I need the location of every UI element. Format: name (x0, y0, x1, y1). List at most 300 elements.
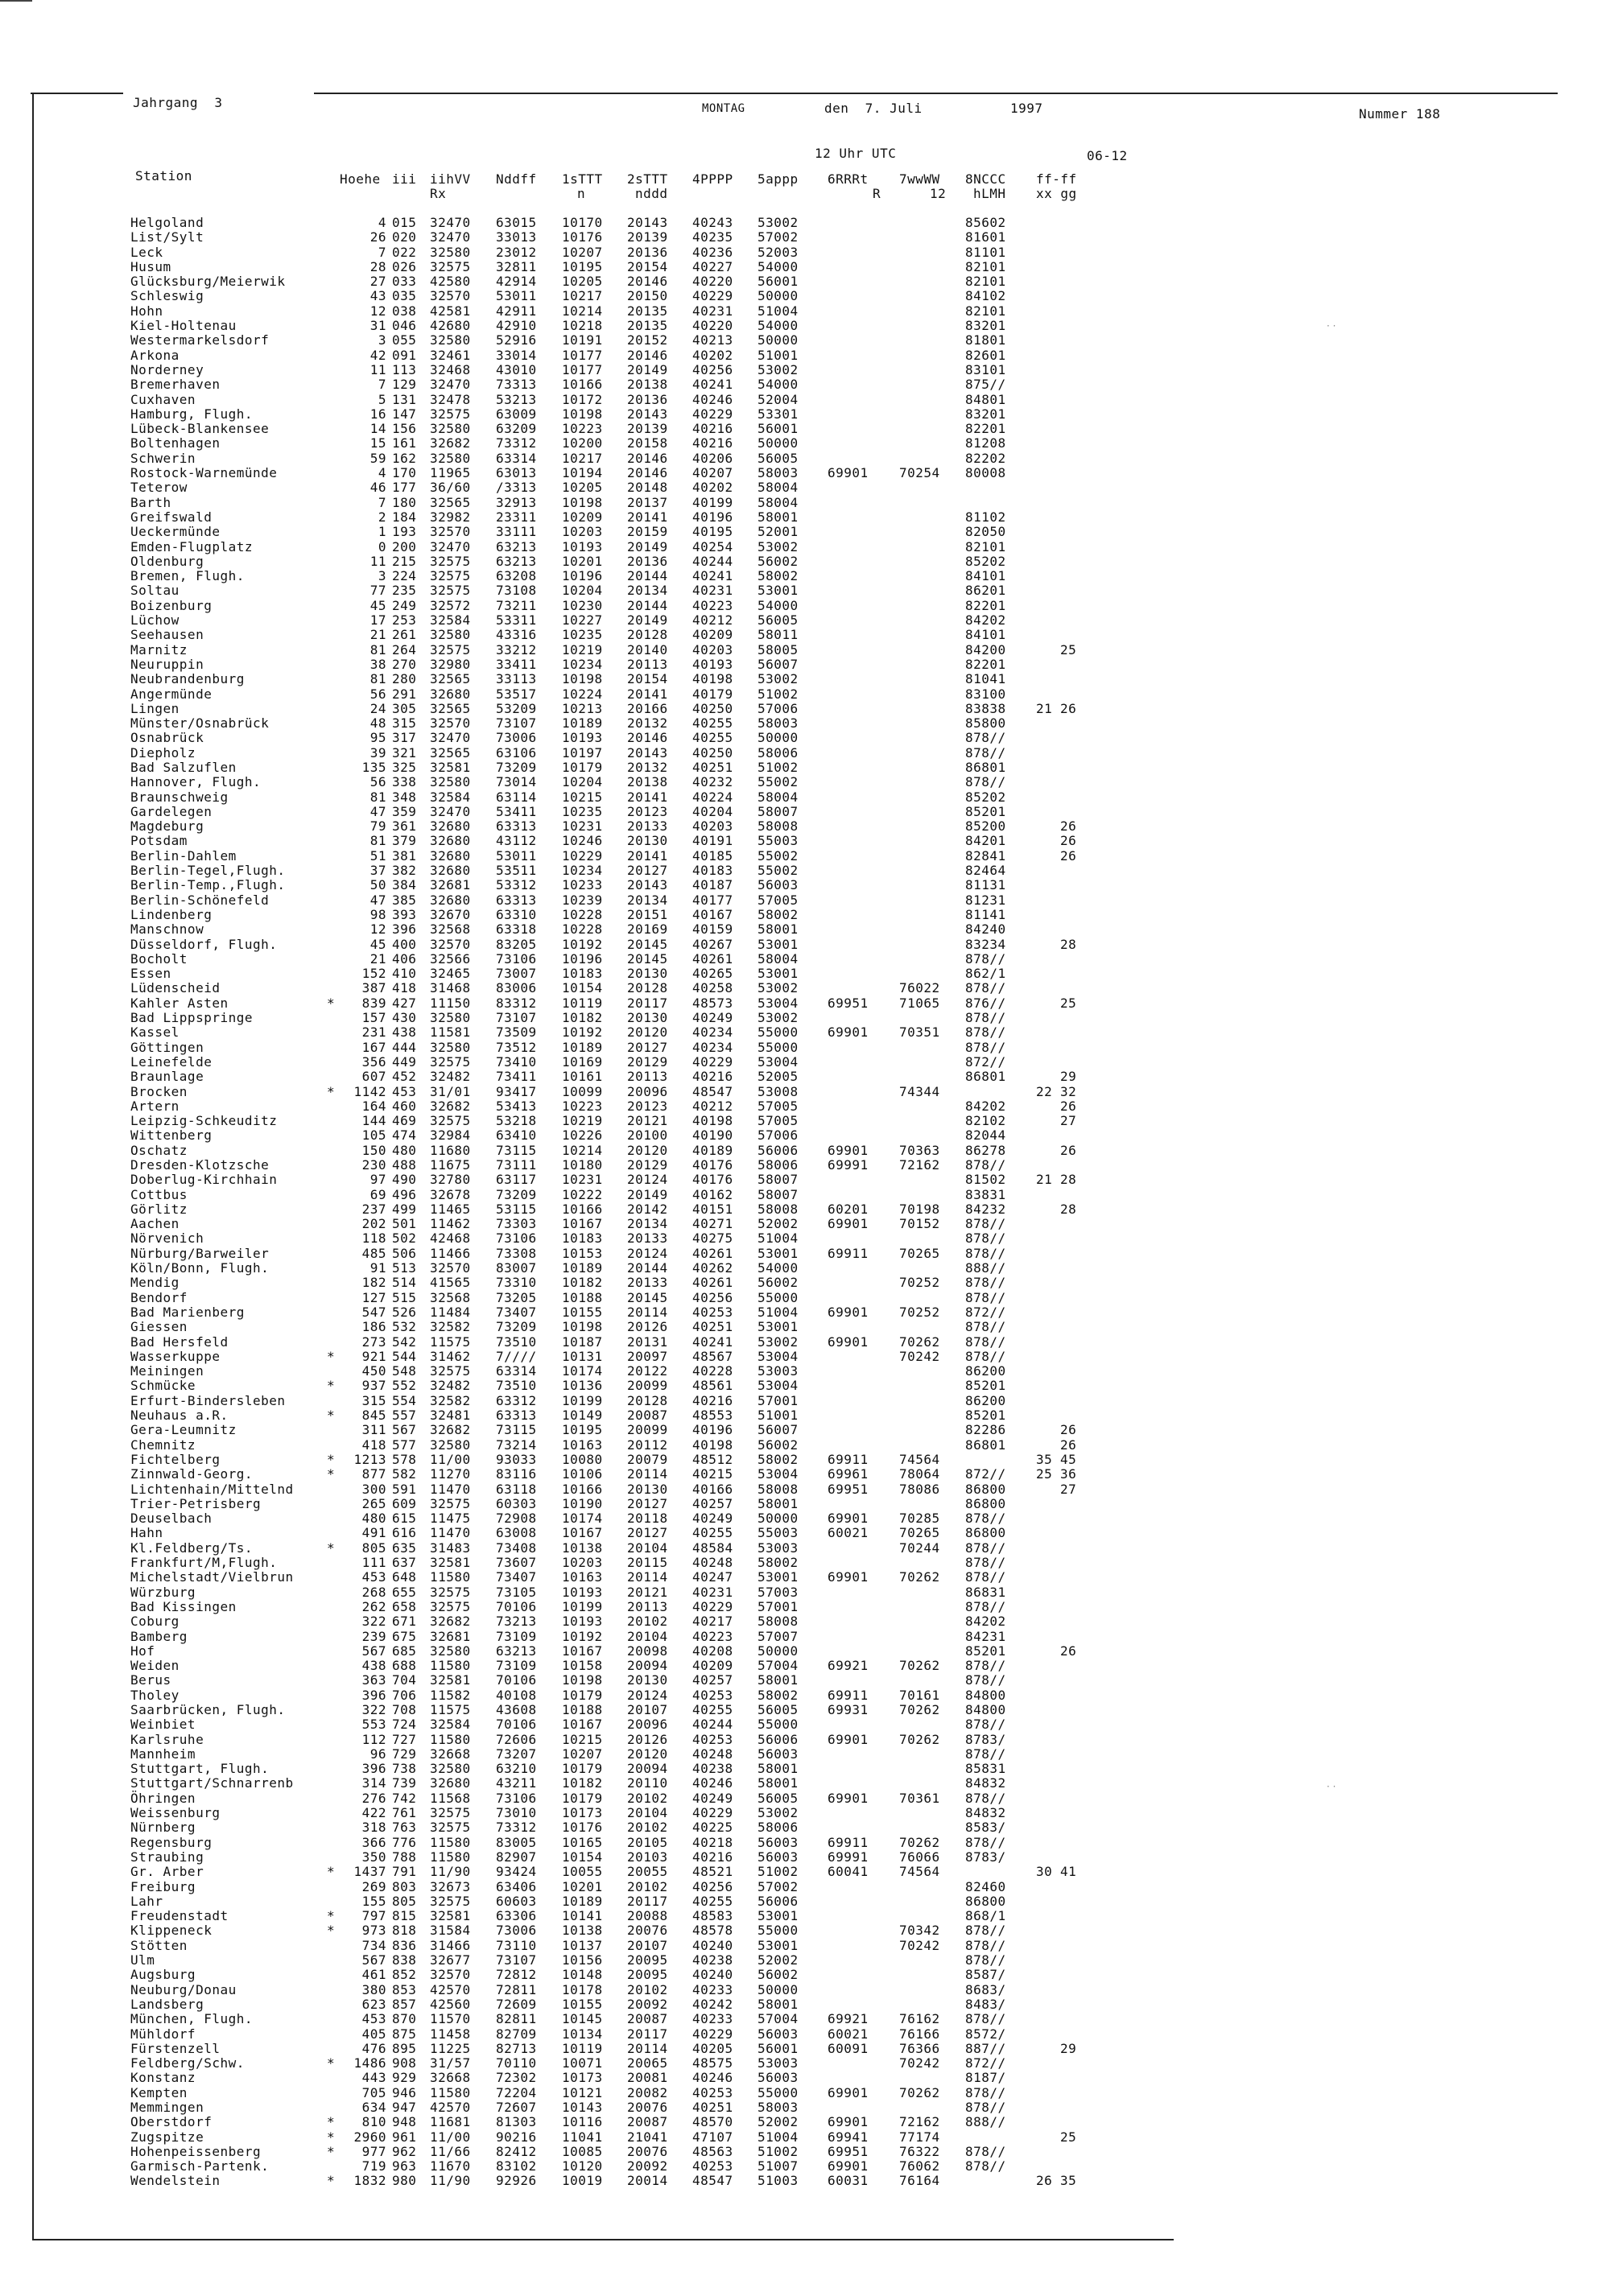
cloud-group: 81801 (965, 332, 1006, 348)
station-id: 552 (392, 1378, 417, 1394)
station-name: Frankfurt/M,Flugh. (130, 1555, 278, 1571)
pressure-group: 40250 (692, 700, 733, 716)
dewpoint-group: 20102 (627, 1614, 668, 1630)
tendency-group: 54000 (758, 377, 799, 393)
pressure-group: 40195 (692, 524, 733, 540)
cloud-group: 82201 (965, 597, 1006, 613)
gust-value-2: 26 (1060, 1098, 1077, 1114)
cloud-group: 878// (965, 1511, 1006, 1527)
temperature-group: 10200 (562, 435, 603, 451)
dewpoint-group: 20123 (627, 1098, 668, 1114)
cloud-group: 878// (965, 950, 1006, 967)
station-id: 215 (392, 553, 417, 569)
nddff-group: 73510 (496, 1378, 537, 1394)
station-height: 7 (378, 244, 386, 260)
col-header-ff: ff-ff (1036, 171, 1077, 187)
station-id: 513 (392, 1260, 417, 1276)
pressure-group: 40254 (692, 538, 733, 554)
frame-left-rule (32, 93, 34, 2240)
gust-value-2: 26 (1060, 1142, 1077, 1158)
temperature-group: 10231 (562, 818, 603, 835)
tendency-group: 58003 (758, 715, 799, 732)
station-height: 96 (369, 1746, 386, 1762)
precip-group: 60021 (828, 1525, 869, 1541)
station-height: 21 (369, 950, 386, 967)
pressure-group: 40229 (692, 288, 733, 304)
temperature-group: 10161 (562, 1069, 603, 1085)
dewpoint-group: 20104 (627, 1805, 668, 1821)
station-id: 788 (392, 1849, 417, 1865)
tendency-group: 51007 (758, 2158, 799, 2174)
precip-group: 69901 (828, 1216, 869, 1232)
station-name: Bad Kissingen (130, 1598, 237, 1614)
station-name: Boizenburg (130, 597, 213, 613)
pressure-group: 40204 (692, 803, 733, 819)
nddff-group: 73411 (496, 1069, 537, 1085)
cloud-group: 86800 (965, 1481, 1006, 1497)
frame-top-left-rule (31, 93, 123, 94)
station-height: 350 (361, 1849, 386, 1865)
nddff-group: 33013 (496, 229, 537, 245)
weather-group: 76062 (899, 2158, 940, 2174)
temperature-group: 10106 (562, 1466, 603, 1482)
pressure-group: 40209 (692, 1658, 733, 1674)
nddff-group: 53209 (496, 700, 537, 716)
col-header-hoehe: Hoehe (340, 171, 381, 187)
dewpoint-group: 20124 (627, 1172, 668, 1188)
station-id: 147 (392, 406, 417, 422)
nddff-group: 33411 (496, 656, 537, 672)
pressure-group: 40255 (692, 1893, 733, 1909)
station-name: Tholey (130, 1687, 180, 1703)
dewpoint-group: 20128 (627, 1392, 668, 1408)
nddff-group: 72302 (496, 2070, 537, 2086)
temperature-group: 10178 (562, 1981, 603, 1997)
station-name: Gr. Arber (130, 1864, 204, 1880)
dewpoint-group: 20087 (627, 1408, 668, 1424)
station-name: Coburg (130, 1614, 180, 1630)
tendency-group: 53002 (758, 215, 799, 230)
cloud-group: 878// (965, 1937, 1006, 1953)
station-height: 237 (361, 1201, 386, 1217)
station-id: 609 (392, 1495, 417, 1511)
pressure-group: 40151 (692, 1201, 733, 1217)
tendency-group: 58008 (758, 1201, 799, 1217)
dewpoint-group: 20141 (627, 686, 668, 702)
station-id: 224 (392, 568, 417, 584)
nddff-group: 52916 (496, 332, 537, 348)
cloud-group: 878// (965, 1717, 1006, 1733)
nddff-group: 42910 (496, 318, 537, 334)
cloud-group: 84101 (965, 568, 1006, 584)
dewpoint-group: 20114 (627, 1304, 668, 1320)
iihvv-group: 32468 (430, 361, 471, 377)
precip-group: 69991 (828, 1849, 869, 1865)
iihvv-group: 11/90 (430, 2173, 471, 2189)
station-id: 382 (392, 863, 417, 879)
station-id: 675 (392, 1628, 417, 1644)
station-name: Straubing (130, 1849, 204, 1865)
pressure-group: 40241 (692, 1333, 733, 1350)
station-name: Westermarkelsdorf (130, 332, 270, 348)
station-id: 706 (392, 1687, 417, 1703)
station-height: 27 (369, 274, 386, 290)
temperature-group: 10199 (562, 1392, 603, 1408)
station-name: Erfurt-Bindersleben (130, 1392, 286, 1408)
iihvv-group: 32575 (430, 1584, 471, 1600)
nddff-group: 73407 (496, 1304, 537, 1320)
tendency-group: 53301 (758, 406, 799, 422)
pressure-group: 40262 (692, 1260, 733, 1276)
dewpoint-group: 20149 (627, 361, 668, 377)
cloud-group: 83201 (965, 318, 1006, 334)
dewpoint-group: 20133 (627, 1230, 668, 1247)
nddff-group: 72609 (496, 1996, 537, 2012)
dewpoint-group: 20141 (627, 509, 668, 525)
station-id: 895 (392, 2040, 417, 2056)
tendency-group: 58002 (758, 906, 799, 922)
pressure-group: 40215 (692, 1466, 733, 1482)
dewpoint-group: 20129 (627, 1053, 668, 1070)
col-header-ttt1-sub: n (577, 186, 586, 201)
station-id: 193 (392, 524, 417, 540)
elevation-marker: * (327, 995, 336, 1011)
nddff-group: /3313 (496, 480, 537, 496)
temperature-group: 10205 (562, 480, 603, 496)
temperature-group: 10176 (562, 1820, 603, 1836)
nddff-group: 73106 (496, 1230, 537, 1247)
dewpoint-group: 20130 (627, 833, 668, 849)
temperature-group: 11041 (562, 2129, 603, 2145)
gust-value-1: 30 (1036, 1864, 1053, 1880)
station-id: 381 (392, 847, 417, 864)
station-height: 363 (361, 1672, 386, 1688)
iihvv-group: 32570 (430, 936, 471, 952)
station-id: 305 (392, 700, 417, 716)
station-id: 015 (392, 215, 417, 230)
iihvv-group: 31/01 (430, 1083, 471, 1099)
dewpoint-group: 20104 (627, 1540, 668, 1556)
nddff-group: 63015 (496, 215, 537, 230)
temperature-group: 10136 (562, 1378, 603, 1394)
iihvv-group: 32570 (430, 715, 471, 732)
temperature-group: 10235 (562, 803, 603, 819)
station-id: 554 (392, 1392, 417, 1408)
iihvv-group: 32575 (430, 406, 471, 422)
cloud-group: 8187/ (965, 2070, 1006, 2086)
elevation-marker: * (327, 1864, 336, 1880)
tendency-group: 58007 (758, 1186, 799, 1202)
station-id: 444 (392, 1039, 417, 1055)
station-id: 162 (392, 450, 417, 466)
nddff-group: 73303 (496, 1216, 537, 1232)
pressure-group: 40261 (692, 1275, 733, 1291)
nddff-group: 82709 (496, 2026, 537, 2042)
iihvv-group: 32681 (430, 1628, 471, 1644)
pressure-group: 40229 (692, 1053, 733, 1070)
iihvv-group: 32470 (430, 229, 471, 245)
nddff-group: 73010 (496, 1805, 537, 1821)
temperature-group: 10179 (562, 1761, 603, 1777)
station-id: 317 (392, 730, 417, 746)
weather-group: 74564 (899, 1864, 940, 1880)
station-height: 47 (369, 892, 386, 908)
pressure-group: 40206 (692, 450, 733, 466)
tendency-group: 54000 (758, 318, 799, 334)
station-id: 963 (392, 2158, 417, 2174)
tendency-group: 56002 (758, 553, 799, 569)
cloud-group: 86200 (965, 1392, 1006, 1408)
tendency-group: 52001 (758, 524, 799, 540)
precip-group: 69931 (828, 1701, 869, 1717)
station-id: 635 (392, 1540, 417, 1556)
station-id: 438 (392, 1024, 417, 1041)
weather-group: 74344 (899, 1083, 940, 1099)
station-name: Bremen, Flugh. (130, 568, 245, 584)
elevation-marker: * (327, 2143, 336, 2159)
cloud-group: 86201 (965, 583, 1006, 599)
iihvv-group: 32580 (430, 244, 471, 260)
temperature-group: 10182 (562, 1275, 603, 1291)
iihvv-group: 11270 (430, 1466, 471, 1482)
station-name: München, Flugh. (130, 2011, 253, 2027)
nddff-group: 63306 (496, 1908, 537, 1924)
station-height: 7 (378, 494, 386, 510)
elevation-marker: * (327, 1348, 336, 1364)
station-height: 45 (369, 597, 386, 613)
station-height: 314 (361, 1775, 386, 1791)
station-height: 276 (361, 1790, 386, 1806)
tendency-group: 58004 (758, 789, 799, 805)
dewpoint-group: 20094 (627, 1761, 668, 1777)
station-name: Braunschweig (130, 789, 229, 805)
nddff-group: 60603 (496, 1893, 537, 1909)
temperature-group: 10166 (562, 1481, 603, 1497)
nddff-group: 73607 (496, 1555, 537, 1571)
cloud-group: 82601 (965, 347, 1006, 363)
iihvv-group: 32581 (430, 1672, 471, 1688)
pressure-group: 40205 (692, 2040, 733, 2056)
gust-value-2: 28 (1060, 1201, 1077, 1217)
iihvv-group: 11/00 (430, 2129, 471, 2145)
iihvv-group: 11580 (430, 1731, 471, 1747)
tendency-group: 51001 (758, 1408, 799, 1424)
station-height: 567 (361, 1643, 386, 1659)
gust-value-2: 45 (1060, 1451, 1077, 1467)
pressure-group: 40231 (692, 583, 733, 599)
temperature-group: 10155 (562, 1304, 603, 1320)
nddff-group: 83312 (496, 995, 537, 1011)
station-id: 291 (392, 686, 417, 702)
iihvv-group: 32682 (430, 1422, 471, 1438)
temperature-group: 10141 (562, 1908, 603, 1924)
tendency-group: 53002 (758, 671, 799, 687)
station-id: 184 (392, 509, 417, 525)
tendency-group: 56005 (758, 1701, 799, 1717)
nddff-group: 42914 (496, 274, 537, 290)
iihvv-group: 32481 (430, 1408, 471, 1424)
cloud-group: 878// (965, 1245, 1006, 1261)
pressure-group: 40231 (692, 1584, 733, 1600)
station-id: 406 (392, 950, 417, 967)
temperature-group: 10182 (562, 1775, 603, 1791)
pressure-group: 40216 (692, 421, 733, 437)
nddff-group: 63008 (496, 1525, 537, 1541)
pressure-group: 40216 (692, 435, 733, 451)
station-height: 453 (361, 2011, 386, 2027)
station-name: Nürnberg (130, 1820, 196, 1836)
station-id: 253 (392, 612, 417, 629)
cloud-group: 878// (965, 1658, 1006, 1674)
iihvv-group: 11681 (430, 2114, 471, 2130)
station-name: Neuhaus a.R. (130, 1408, 229, 1424)
station-height: 797 (361, 1908, 386, 1924)
precip-group: 60031 (828, 2173, 869, 2189)
iihvv-group: 32575 (430, 1893, 471, 1909)
station-name: Zugspitze (130, 2129, 204, 2145)
tendency-group: 52002 (758, 1216, 799, 1232)
station-id: 542 (392, 1333, 417, 1350)
pressure-group: 40203 (692, 818, 733, 835)
dewpoint-group: 20143 (627, 744, 668, 761)
tendency-group: 58001 (758, 1495, 799, 1511)
pressure-group: 40255 (692, 1701, 733, 1717)
nddff-group: 7//// (496, 1348, 537, 1364)
cloud-group: 82102 (965, 1113, 1006, 1129)
station-height: 480 (361, 1511, 386, 1527)
iihvv-group: 11580 (430, 1834, 471, 1850)
dewpoint-group: 20099 (627, 1422, 668, 1438)
iihvv-group: 31466 (430, 1937, 471, 1953)
iihvv-group: 32470 (430, 730, 471, 746)
station-id: 026 (392, 258, 417, 274)
iihvv-group: 32565 (430, 671, 471, 687)
tendency-group: 53004 (758, 1378, 799, 1394)
tendency-group: 58001 (758, 1996, 799, 2012)
tendency-group: 58011 (758, 627, 799, 643)
time-window-label: 06-12 (1087, 148, 1128, 163)
station-id: 739 (392, 1775, 417, 1791)
nddff-group: 53411 (496, 803, 537, 819)
station-id: 875 (392, 2026, 417, 2042)
station-id: 359 (392, 803, 417, 819)
station-height: 356 (361, 1053, 386, 1070)
pressure-group: 40187 (692, 877, 733, 893)
pressure-group: 47107 (692, 2129, 733, 2145)
nddff-group: 73213 (496, 1614, 537, 1630)
station-id: 946 (392, 2084, 417, 2100)
station-height: 311 (361, 1422, 386, 1438)
station-name: Weiden (130, 1658, 180, 1674)
temperature-group: 10215 (562, 1731, 603, 1747)
station-id: 544 (392, 1348, 417, 1364)
station-height: 315 (361, 1392, 386, 1408)
station-name: Berlin-Dahlem (130, 847, 237, 864)
station-height: 98 (369, 906, 386, 922)
precip-group: 69901 (828, 1790, 869, 1806)
gust-value-2: 27 (1060, 1481, 1077, 1497)
station-name: Lichtenhain/Mittelnd (130, 1481, 294, 1497)
temperature-group: 10228 (562, 906, 603, 922)
station-name: Teterow (130, 480, 188, 496)
dewpoint-group: 20130 (627, 1481, 668, 1497)
iihvv-group: 32575 (430, 1805, 471, 1821)
station-id: 591 (392, 1481, 417, 1497)
station-height: 973 (361, 1923, 386, 1939)
cloud-group: 878// (965, 1569, 1006, 1585)
iihvv-group: 32584 (430, 789, 471, 805)
pressure-group: 40244 (692, 1717, 733, 1733)
scan-speck: · · (1327, 1781, 1336, 1792)
dewpoint-group: 20138 (627, 377, 668, 393)
nddff-group: 53218 (496, 1113, 537, 1129)
station-name: Rostock-Warnemünde (130, 465, 278, 481)
pressure-group: 40179 (692, 686, 733, 702)
dewpoint-group: 20115 (627, 1555, 668, 1571)
station-name: Fürstenzell (130, 2040, 221, 2056)
pressure-group: 40213 (692, 332, 733, 348)
nddff-group: 83205 (496, 936, 537, 952)
nddff-group: 63117 (496, 1172, 537, 1188)
temperature-group: 10188 (562, 1289, 603, 1305)
station-height: 45 (369, 936, 386, 952)
nddff-group: 73109 (496, 1658, 537, 1674)
cloud-group: 878// (965, 1348, 1006, 1364)
station-id: 156 (392, 421, 417, 437)
temperature-group: 10179 (562, 1687, 603, 1703)
nddff-group: 53517 (496, 686, 537, 702)
nddff-group: 53011 (496, 288, 537, 304)
tendency-group: 56005 (758, 612, 799, 629)
nddff-group: 70106 (496, 1598, 537, 1614)
cloud-group: 878// (965, 1216, 1006, 1232)
iihvv-group: 31584 (430, 1923, 471, 1939)
col-header-rrr: 6RRRt (828, 171, 869, 187)
tendency-group: 58001 (758, 1761, 799, 1777)
station-id: 452 (392, 1069, 417, 1085)
nddff-group: 73107 (496, 1952, 537, 1968)
station-height: 623 (361, 1996, 386, 2012)
dewpoint-group: 20141 (627, 847, 668, 864)
nddff-group: 73110 (496, 1937, 537, 1953)
station-id: 818 (392, 1923, 417, 1939)
dewpoint-group: 20142 (627, 1201, 668, 1217)
pressure-group: 40209 (692, 627, 733, 643)
temperature-group: 10217 (562, 450, 603, 466)
tendency-group: 53001 (758, 1908, 799, 1924)
col-header-appp: 5appp (758, 171, 799, 187)
station-name: Soltau (130, 583, 180, 599)
dewpoint-group: 20124 (627, 1245, 668, 1261)
iihvv-group: 32582 (430, 1392, 471, 1408)
station-name: Arkona (130, 347, 180, 363)
station-name: Cuxhaven (130, 391, 196, 407)
cloud-group: 878// (965, 1230, 1006, 1247)
dewpoint-group: 20113 (627, 1069, 668, 1085)
station-id: 515 (392, 1289, 417, 1305)
station-height: 396 (361, 1761, 386, 1777)
tendency-group: 55002 (758, 774, 799, 790)
temperature-group: 10145 (562, 2011, 603, 2027)
cloud-group: 84832 (965, 1805, 1006, 1821)
station-id: 055 (392, 332, 417, 348)
temperature-group: 10167 (562, 1525, 603, 1541)
station-name: Garmisch-Partenk. (130, 2158, 270, 2174)
nddff-group: 53413 (496, 1098, 537, 1114)
dewpoint-group: 20112 (627, 1437, 668, 1453)
station-id: 385 (392, 892, 417, 908)
station-name: Nörvenich (130, 1230, 204, 1247)
